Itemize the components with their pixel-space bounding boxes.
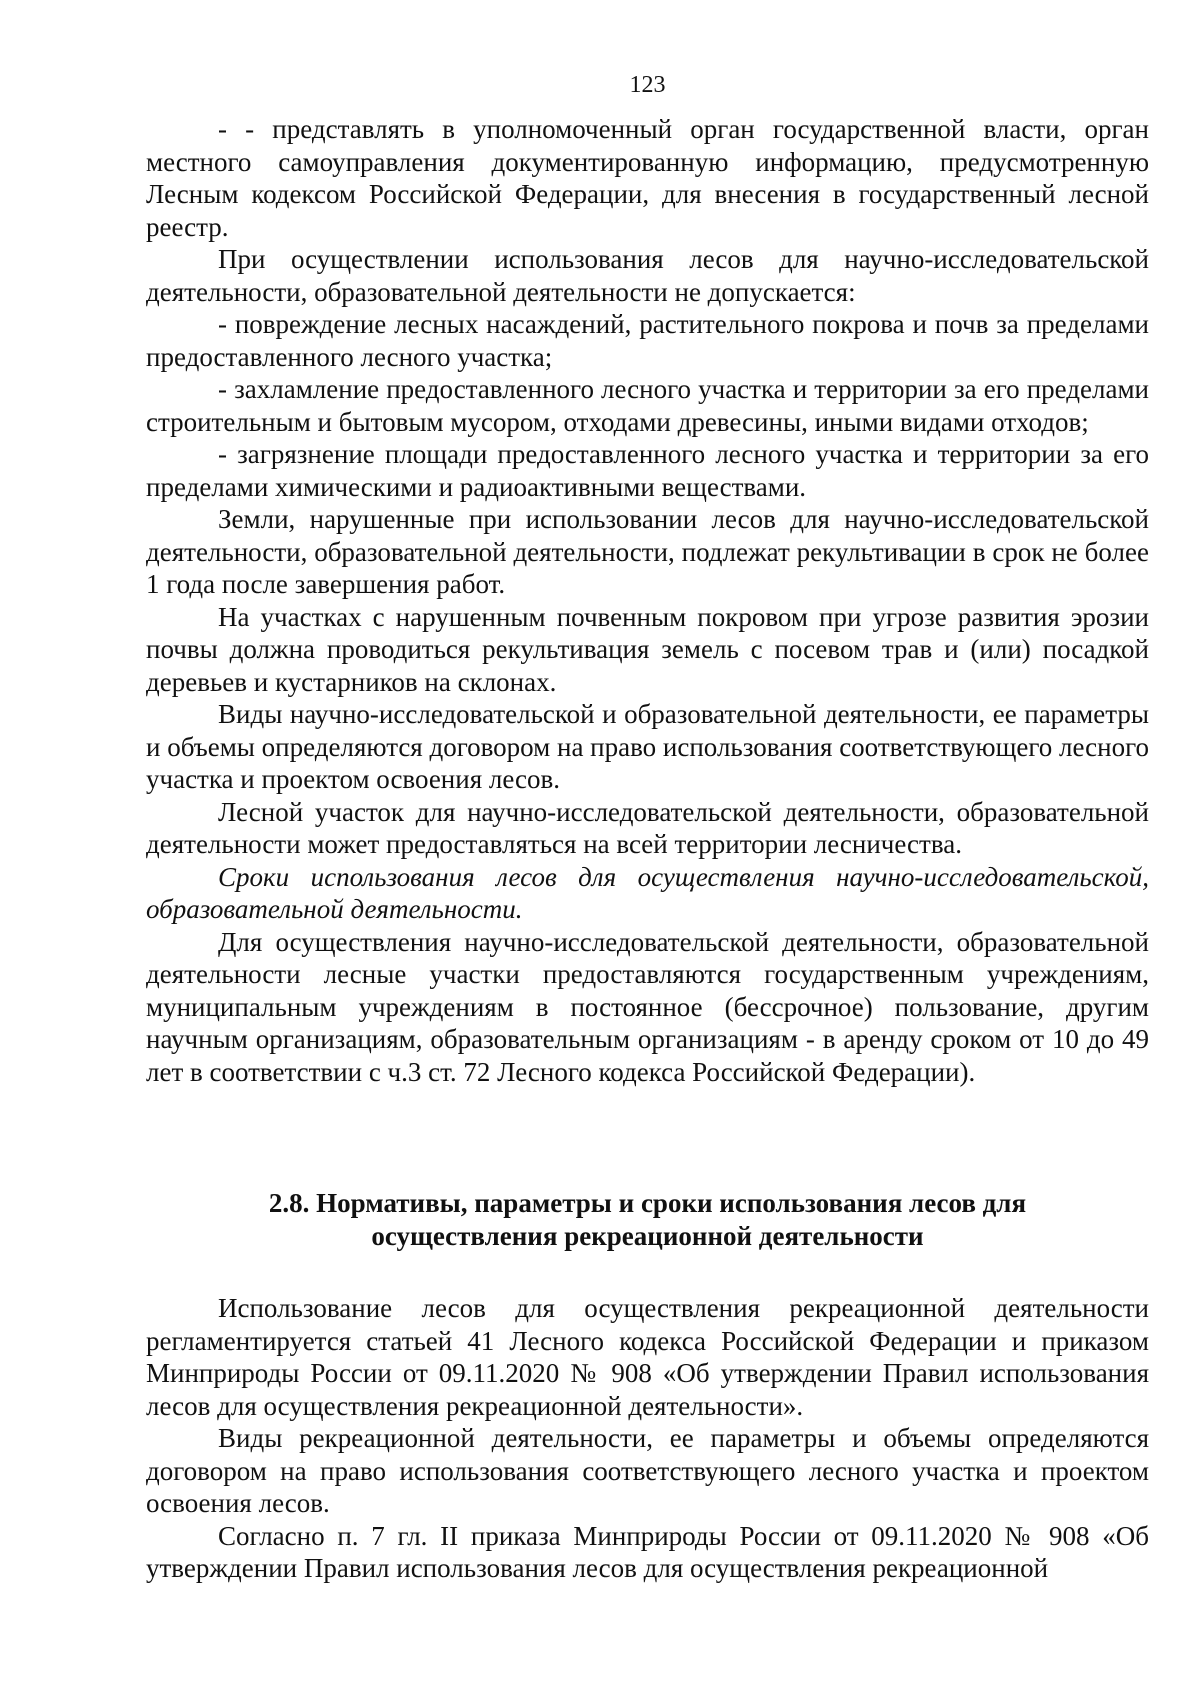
section-heading xyxy=(146,1187,1149,1253)
paragraph-bullet-littering: - захламление предоставленного лесного участка и территории за его пределами строительным и бытовым мусором, отходами древесины, иными видами отходов; xyxy=(146,374,1149,437)
body-text xyxy=(146,113,1149,1088)
paragraph-bullet-damage: - повреждение лесных насаждений, растительного покрова и почв за пределами предоставленного лесного участка; xyxy=(146,309,1149,372)
paragraph-bullet-pollution: - загрязнение площади предоставленного лесного участка и территории за его пределами химическими и радиоактивными веществами. xyxy=(146,439,1149,502)
paragraph-plot-territory: Лесной участок для научно-исследовательской деятельности, образовательной деятельности может предоставляться на всей территории лесничества. xyxy=(146,796,1149,859)
paragraph-recreation-order: Согласно п. 7 гл. II приказа Минприроды России от 09.11.2020 № 908 «Об утверждении Правил использования лесов для осуществления рекреационной xyxy=(146,1520,1149,1583)
paragraph-terms-subheading: Сроки использования лесов для осуществления научно-исследовательской, образовательной деятельности. xyxy=(146,861,1149,924)
paragraph-lease-terms: Для осуществления научно-исследовательской деятельности, образовательной деятельности лесные участки предоставляются государственным учреждениям, муниципальным учреждениям в постоянное (бессрочное) пользование, другим научным организациям, образовательным организациям - в аренду сроком от 10 до 49 лет в соответствии с ч.3 ст. 72 Лесного кодекса Российской Федерации). xyxy=(146,926,1149,1087)
section-text xyxy=(146,1292,1149,1585)
section-heading-line-2: осуществления рекреационной деятельности xyxy=(371,1221,924,1251)
page-number: 123 xyxy=(629,72,666,98)
section-heading-line-1: 2.8. Нормативы, параметры и сроки использования лесов для xyxy=(268,1188,1027,1218)
paragraph-bullet-submit-info: - - представлять в уполномоченный орган государственной власти, орган местного самоуправления документированную информацию, предусмотренную Лесным кодексом Российской Федерации, для внесения в государственный лесной реестр. xyxy=(146,114,1149,242)
paragraph-recreation-types: Виды рекреационной деятельности, ее параметры и объемы определяются договором на право использования соответствующего лесного участка и проектом освоения лесов. xyxy=(146,1423,1149,1518)
paragraph-not-allowed-intro: При осуществлении использования лесов для научно-исследовательской деятельности, образовательной деятельности не допускается: xyxy=(146,244,1149,307)
paragraph-recultivation: Земли, нарушенные при использовании лесов для научно-исследовательской деятельности, образовательной деятельности, подлежат рекультивации в срок не более 1 года после завершения работ. xyxy=(146,504,1149,599)
paragraph-erosion: На участках с нарушенным почвенным покровом при угрозе развития эрозии почвы должна проводиться рекультивация земель с посевом трав и (или) посадкой деревьев и кустарников на склонах. xyxy=(146,601,1149,697)
paragraph-recreation-regulation: Использование лесов для осуществления рекреационной деятельности регламентируется статьей 41 Лесного кодекса Российской Федерации и приказом Минприроды России от 09.11.2020 № 908 «Об утверждении Правил использования лесов для осуществления рекреационной деятельности». xyxy=(146,1293,1149,1421)
paragraph-activity-types: Виды научно-исследовательской и образовательной деятельности, ее параметры и объемы определяются договором на право использования соответствующего лесного участка и проектом освоения лесов. xyxy=(146,699,1149,794)
